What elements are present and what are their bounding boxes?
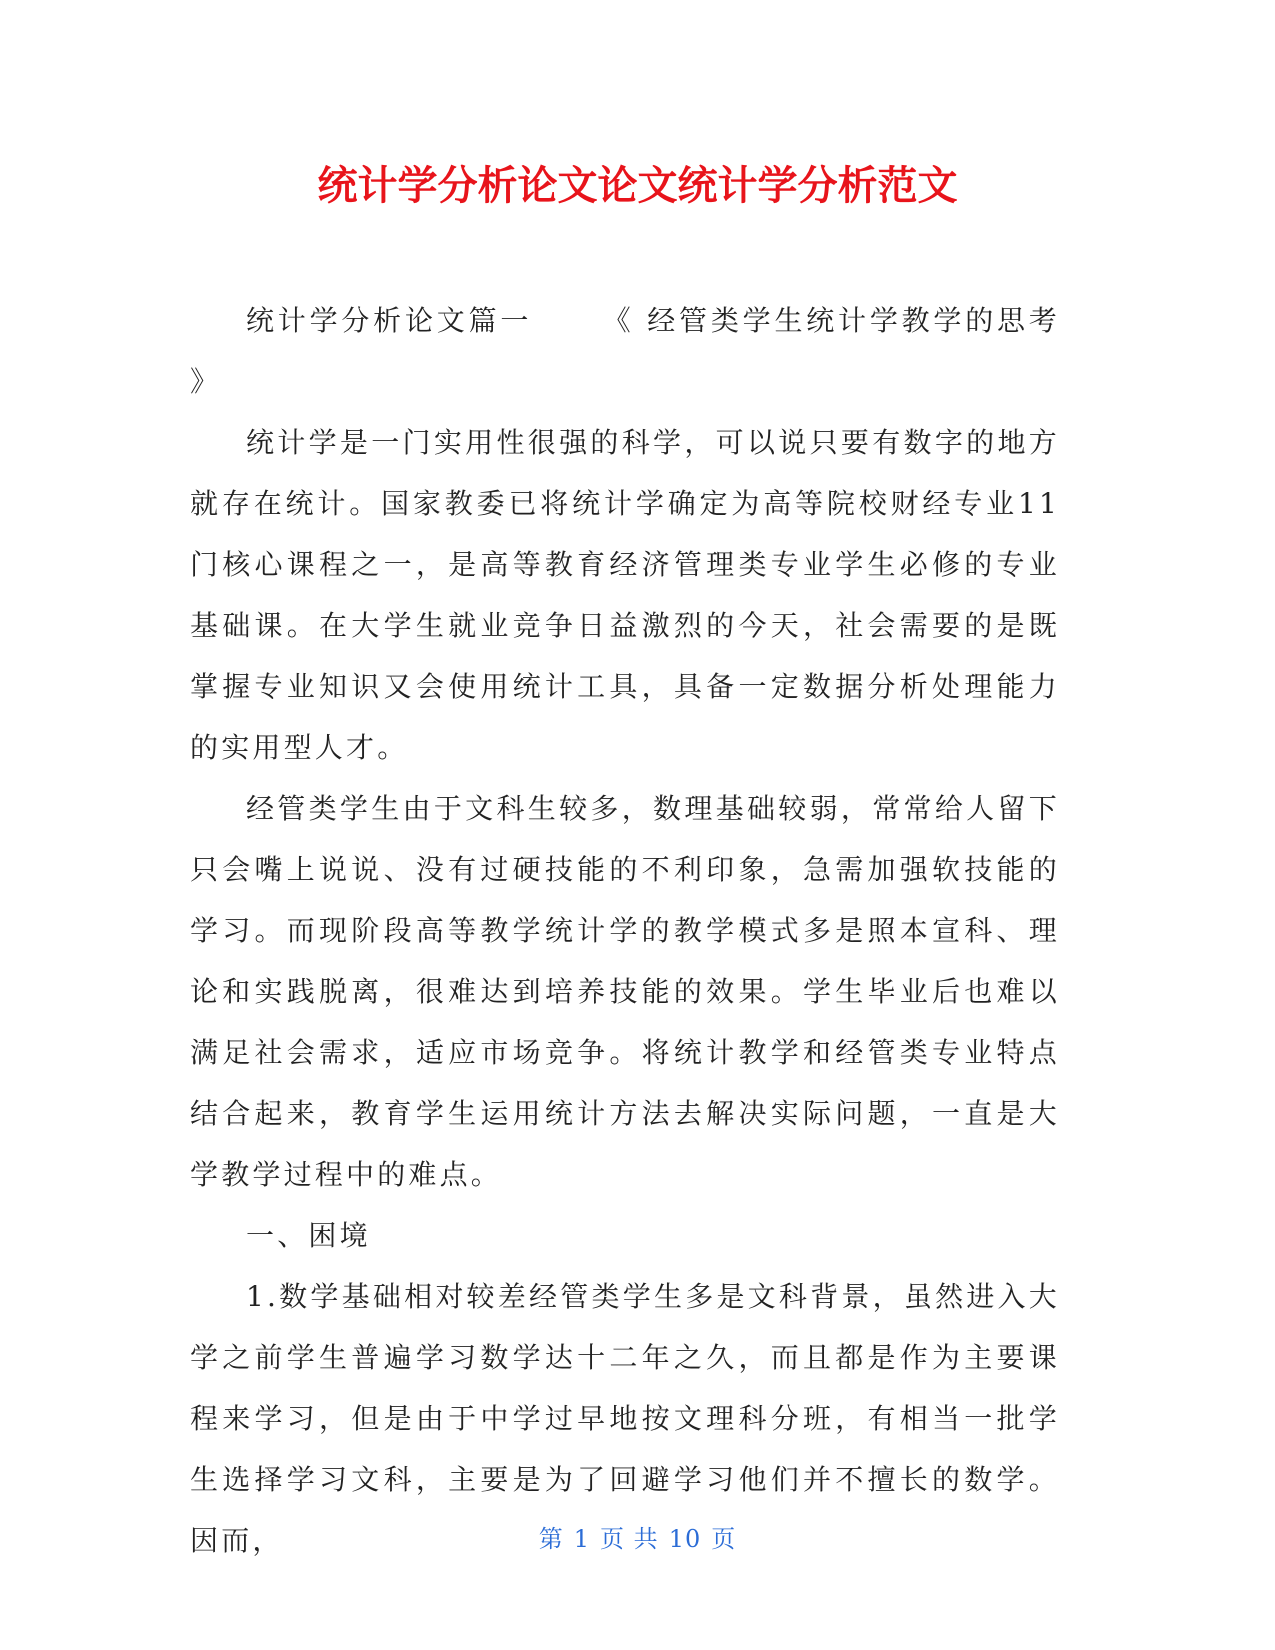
paragraph-1: 统计学是一门实用性很强的科学，可以说只要有数字的地方就存在统计。国家教委已将统计学确定为高等院校财经专业11门核心课程之一，是高等教育经济管理类专业学生必修的专业基础课。在大学生就业竞争日益激烈的今天，社会需要的是既掌握专业知识又会使用统计工具，具备一定数据分析处理能力的实用型人才。 [190, 426, 1060, 764]
footer-total-pages: 10 [668, 1525, 702, 1553]
subtitle-left: 统计学分析论文篇一 [246, 304, 533, 337]
footer-middle: 页 共 [600, 1525, 659, 1553]
footer-prefix: 第 [538, 1525, 564, 1553]
subtitle-right: 《 经管类学生统计学教学的思考 》 [190, 304, 1060, 398]
document-title: 统计学分析论文论文统计学分析范文 [317, 163, 958, 209]
document-body [190, 290, 1060, 1571]
subtitle-line [190, 290, 1060, 412]
paragraph-3: 1.数学基础相对较差经管类学生多是文科背景，虽然进入大学之前学生普遍学习数学达十二年之久，而且都是作为主要课程来学习，但是由于中学过早地按文理科分班，有相当一批学生选择学习文科，主要是为了回避学习他们并不擅长的数学。因而， [190, 1280, 1060, 1557]
footer-suffix: 页 [711, 1525, 737, 1553]
page-footer [0, 1522, 1275, 1556]
paragraph-2: 经管类学生由于文科生较多，数理基础较弱，常常给人留下只会嘴上说说、没有过硬技能的不利印象，急需加强软技能的学习。而现阶段高等教学统计学的教学模式多是照本宣科、理论和实践脱离，很难达到培养技能的效果。学生毕业后也难以满足社会需求，适应市场竞争。将统计教学和经管类专业特点结合起来，教育学生运用统计方法去解决实际问题，一直是大学教学过程中的难点。 [190, 792, 1060, 1191]
section-heading: 一、困境 [246, 1219, 371, 1252]
footer-page-number: 1 [573, 1525, 591, 1553]
